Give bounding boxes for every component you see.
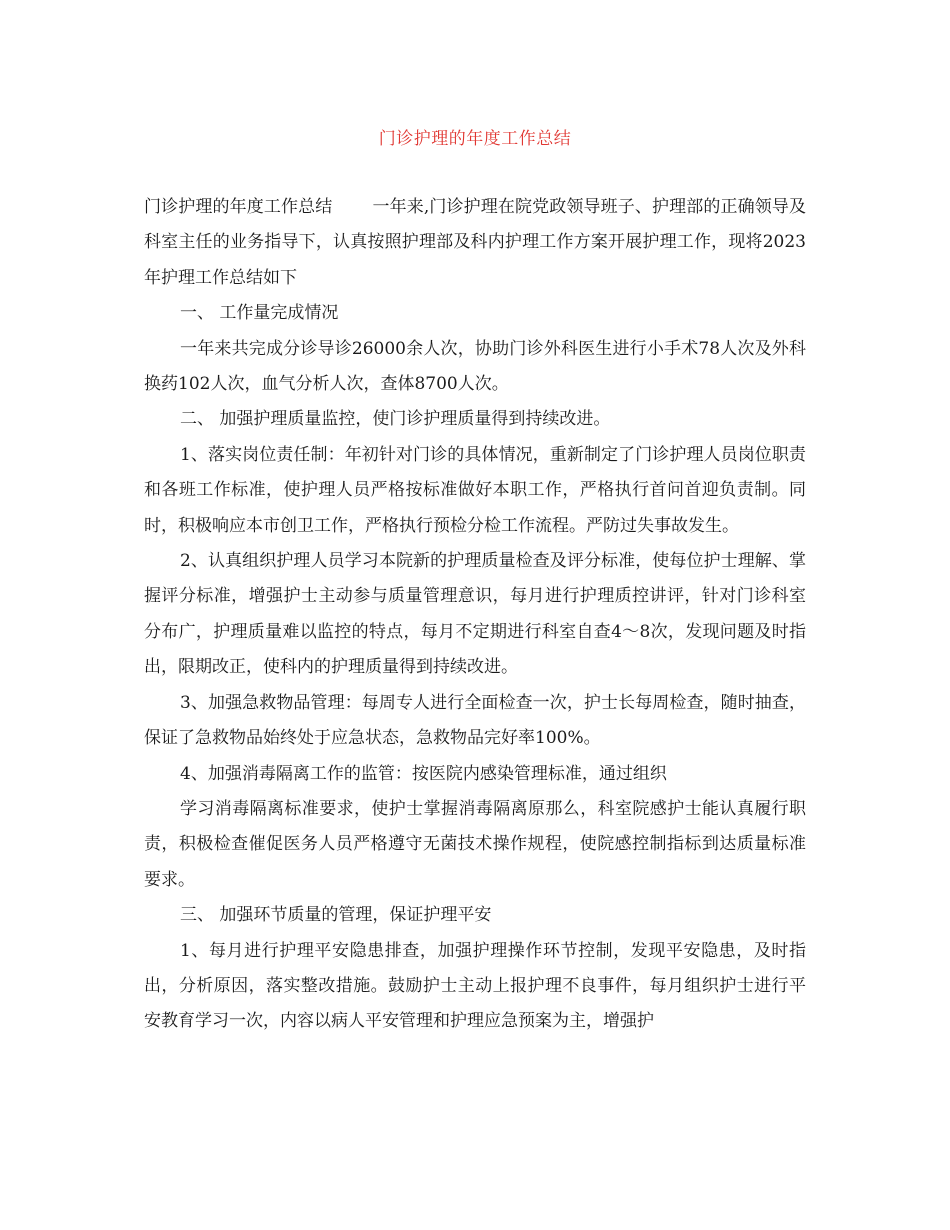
intro-text: 一年来,门诊护理在院党政领导班子、护理部的正确领导及科室主任的业务指导下，认真按照护理部及科内护理工作方案开展护理工作，现将2023年护理工作总结如下 [144, 197, 807, 288]
paragraph: 1、每月进行护理平安隐患排查，加强护理操作环节控制，发现平安隐患，及时指出，分析原因，落实整改措施。鼓励护士主动上报护理不良事件，每月组织护士进行平安教育学习一次，内容以病人平安管理和护理应急预案为主，增强护 [144, 940, 806, 1032]
paragraph: 2、认真组织护理人员学习本院新的护理质量检查及评分标准，使每位护士理解、掌握评分标准，增强护士主动参与质量管理意识，每月进行护理质控讲评，针对门诊科室分布广，护理质量难以监控的特点，每月不定期进行科室自查4～8次，发现问题及时指出，限期改正，使科内的护理质量得到持续改进。 [144, 551, 806, 678]
paragraph: 学习消毒隔离标准要求，使护士掌握消毒隔离原那么，科室院感护士能认真履行职责，积极检查催促医务人员严格遵守无菌技术操作规程，使院感控制指标到达质量标准要求。 [144, 798, 806, 890]
paragraph: 1、落实岗位责任制：年初针对门诊的具体情况，重新制定了门诊护理人员岗位职责和各班工作标准，使护理人员严格按标准做好本职工作，严格执行首问首迎负责制。同时，积极响应本市创卫工作，严格执行预检分检工作流程。严防过失事故发生。 [144, 444, 806, 536]
section-heading-1: 一、 工作量完成情况 [180, 303, 339, 324]
section-heading-3: 三、 加强环节质量的管理，保证护理平安 [180, 905, 492, 926]
paragraph: 4、加强消毒隔离工作的监管：按医院内感染管理标准，通过组织 [180, 763, 667, 784]
document-title: 门诊护理的年度工作总结 [378, 129, 572, 149]
paragraph: 3、加强急救物品管理：每周专人进行全面检查一次，护士长每周检查，随时抽查，保证了急救物品始终处于应急状态，急救物品完好率100%。 [144, 692, 806, 749]
document-body [144, 190, 806, 1040]
intro-label: 门诊护理的年度工作总结 [144, 197, 333, 217]
paragraph: 一年来共完成分诊导诊26000余人次，协助门诊外科医生进行小手术78人次及外科换药102人次，血气分析人次，查体8700人次。 [144, 338, 806, 395]
section-heading-2: 二、 加强护理质量监控，使门诊护理质量得到持续改进。 [180, 409, 611, 430]
intro-paragraph [144, 190, 806, 296]
